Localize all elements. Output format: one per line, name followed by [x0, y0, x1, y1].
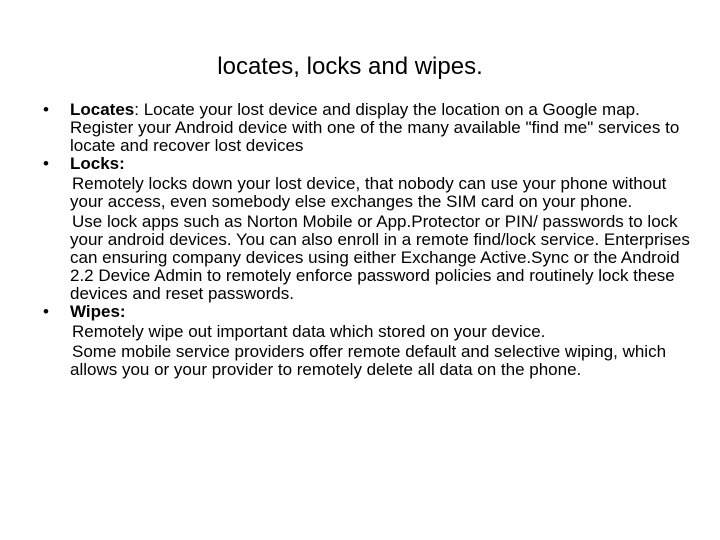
bullet-paragraph: Remotely locks down your lost device, that nobody can use your phone without your access, even somebody else exchanges the SIM card on your phone. — [70, 174, 667, 211]
bullet-body — [70, 101, 698, 155]
bullet-item-locates — [38, 101, 698, 155]
bullet-list — [38, 101, 698, 379]
slide-title: locates, locks and wipes. — [217, 53, 483, 80]
bullet-term: Locks: — [70, 154, 125, 173]
bullet-item-locks — [38, 155, 698, 303]
bullet-paragraph: Use lock apps such as Norton Mobile or App.Protector or PIN/ passwords to lock your android devices. You can also enroll in a remote find/lock service. Enterprises can ensuring company devices using either Exchange Active.Sync or the Android 2.2 Device Admin to remotely enforce password policies and routinely lock these devices and reset passwords. — [70, 212, 690, 303]
bullet-icon: • — [43, 154, 49, 173]
bullet-term: Locates — [70, 100, 135, 119]
bullet-paragraph: Remotely wipe out important data which stored on your device. — [72, 322, 546, 341]
bullet-lead-text: Locate your lost device and display the location on a Google map. Register your Android device with one of the many available "find me" services to locate and recover lost devices — [70, 100, 680, 155]
bullet-icon: • — [43, 302, 49, 321]
bullet-term-suffix: : — [134, 100, 144, 119]
bullet-icon: • — [43, 100, 49, 119]
bullet-item-wipes — [38, 303, 698, 379]
bullet-term: Wipes: — [70, 302, 126, 321]
bullet-paragraph: Some mobile service providers offer remote default and selective wiping, which allows you or your provider to remotely delete all data on the phone. — [70, 342, 667, 379]
